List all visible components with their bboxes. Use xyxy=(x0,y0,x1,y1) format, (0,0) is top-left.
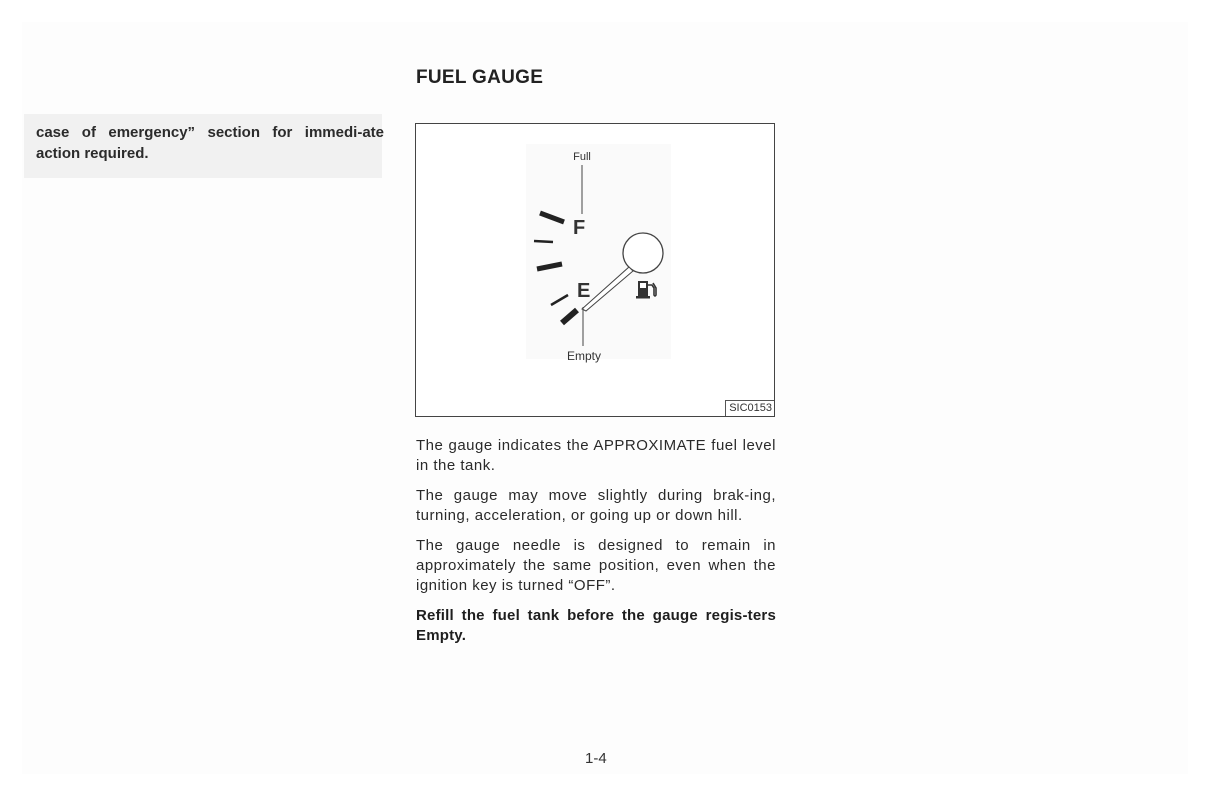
warning-box xyxy=(24,114,382,178)
page-number: 1-4 xyxy=(585,750,607,767)
refill-note: Refill the fuel tank before the gauge regis-ters Empty. xyxy=(416,607,776,644)
fuel-gauge-figure xyxy=(415,123,775,417)
tick-mark-upper xyxy=(534,241,553,242)
warning-text: case of emergency” section for immedi-ate action required. xyxy=(36,124,384,162)
fuel-gauge-illustration xyxy=(416,124,774,416)
paragraph-3: The gauge needle is designed to remain in approximately the same position, even when the ignition key is turned “OFF”. xyxy=(416,537,776,594)
paragraph-2: The gauge may move slightly during brak-ing, turning, acceleration, or going up or down hill. xyxy=(416,487,776,524)
full-marker: F xyxy=(573,217,586,239)
empty-label: Empty xyxy=(566,349,602,363)
figure-code: SIC0153 xyxy=(725,400,774,416)
empty-marker: E xyxy=(577,280,591,302)
full-label: Full xyxy=(573,151,591,163)
section-title: FUEL GAUGE xyxy=(416,67,544,88)
paragraph-1: The gauge indicates the APPROXIMATE fuel level in the tank. xyxy=(416,437,776,474)
body-text xyxy=(416,436,776,656)
